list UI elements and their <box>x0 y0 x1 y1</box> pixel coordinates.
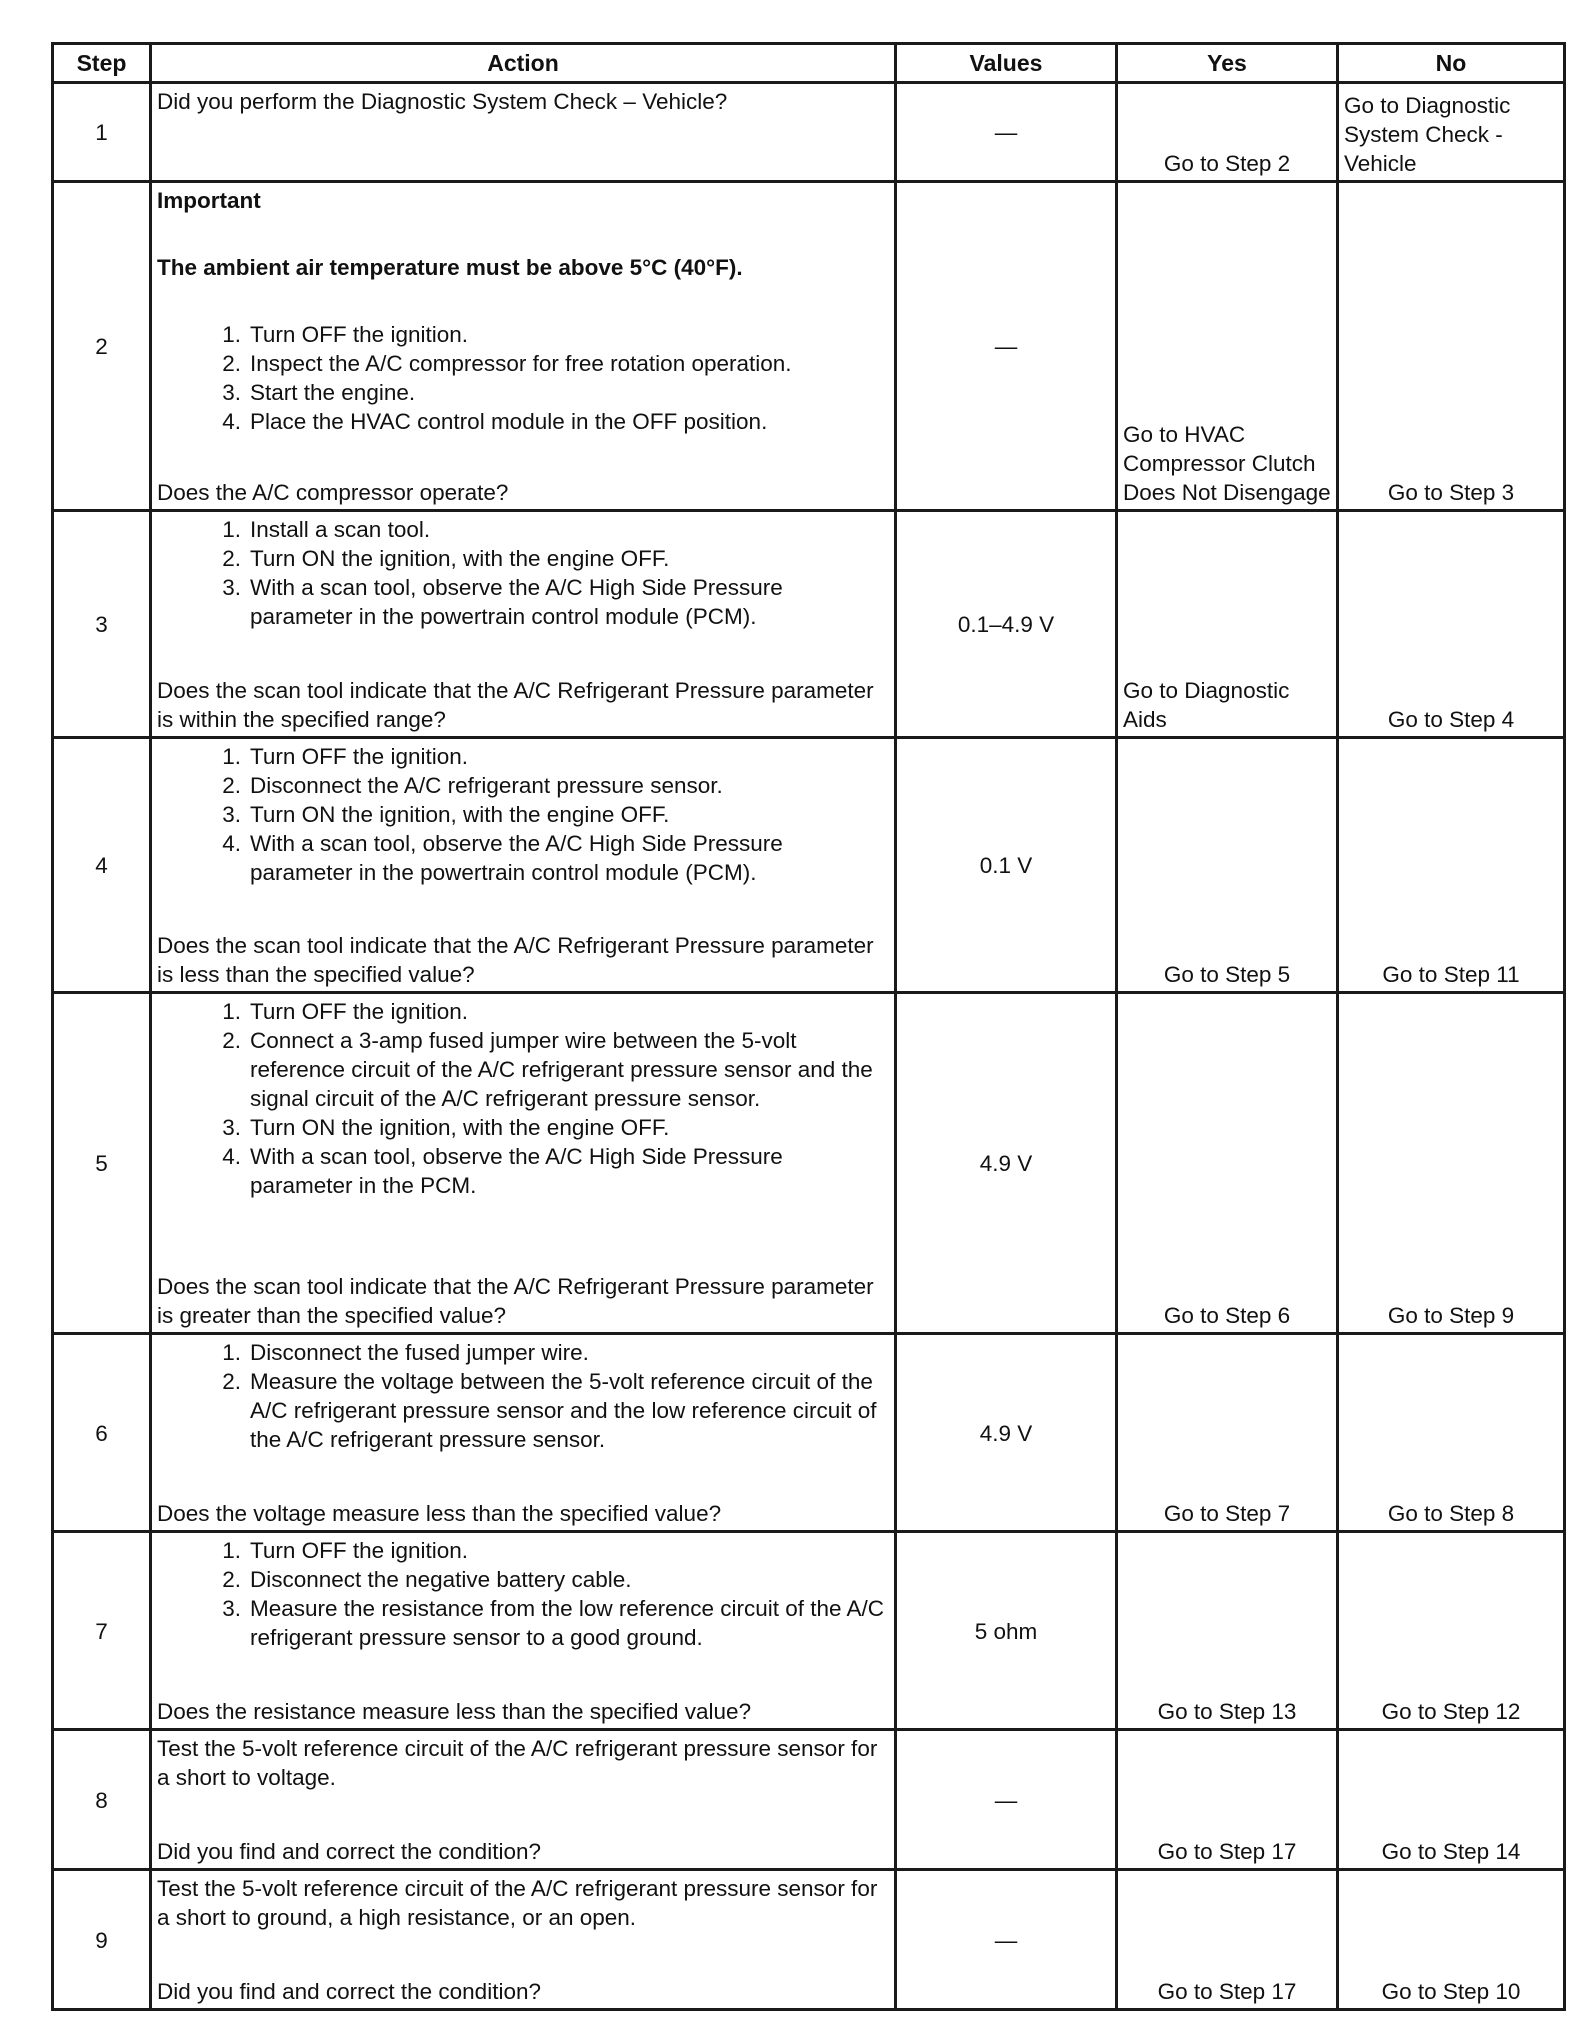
yes-cell: Go to Diagnostic Aids <box>1117 511 1338 738</box>
question-text: Does the scan tool indicate that the A/C Refrigerant Pressure parameter is greater than the specified value? <box>157 1274 874 1328</box>
value-cell: — <box>896 182 1117 511</box>
header-no: No <box>1338 44 1565 83</box>
action-cell <box>151 83 896 182</box>
question-text: Did you find and correct the condition? <box>157 1979 541 2004</box>
list-item: 2. Connect a 3-amp fused jumper wire between the 5-volt reference circuit of the A/C refrigerant pressure sensor and the signal circuit of the A/C refrigerant pressure sensor. <box>222 1028 873 1111</box>
header-step: Step <box>53 44 151 83</box>
question-text: Does the scan tool indicate that the A/C Refrigerant Pressure parameter is less than the specified value? <box>157 933 874 987</box>
instruction-list <box>157 1338 889 1454</box>
step-number: 2 <box>53 182 151 511</box>
no-cell: Go to Diagnostic System Check - Vehicle <box>1338 83 1565 182</box>
table-row <box>53 993 1565 1334</box>
list-item: 2. Inspect the A/C compressor for free rotation operation. <box>222 351 792 376</box>
no-cell: Go to Step 11 <box>1338 738 1565 993</box>
table-row <box>53 83 1565 182</box>
question-text: Did you find and correct the condition? <box>157 1839 541 1864</box>
list-item: 2. Measure the voltage between the 5-volt reference circuit of the A/C refrigerant pressure sensor and the low reference circuit of the A/C refrigerant pressure sensor. <box>222 1369 877 1452</box>
action-cell <box>151 182 896 511</box>
yes-cell: Go to Step 17 <box>1117 1730 1338 1870</box>
list-item: 3. Measure the resistance from the low reference circuit of the A/C refrigerant pressure sensor to a good ground. <box>222 1596 885 1650</box>
list-item: 2. Turn ON the ignition, with the engine OFF. <box>222 546 670 571</box>
value-cell: 4.9 V <box>896 993 1117 1334</box>
important-note: The ambient air temperature must be above 5°C (40°F). <box>157 255 743 280</box>
header-action: Action <box>151 44 896 83</box>
list-item: 2. Disconnect the A/C refrigerant pressure sensor. <box>222 773 723 798</box>
table-row <box>53 1532 1565 1730</box>
table-row <box>53 738 1565 993</box>
instruction-list <box>157 320 889 436</box>
list-item: 1. Turn OFF the ignition. <box>222 1538 469 1563</box>
yes-cell: Go to Step 6 <box>1117 993 1338 1334</box>
step-number: 5 <box>53 993 151 1334</box>
instruction-list <box>157 997 889 1200</box>
step-number: 8 <box>53 1730 151 1870</box>
instruction-list <box>157 1536 889 1652</box>
header-row <box>53 44 1565 83</box>
no-cell: Go to Step 12 <box>1338 1532 1565 1730</box>
yes-cell: Go to Step 5 <box>1117 738 1338 993</box>
action-cell <box>151 738 896 993</box>
action-cell <box>151 993 896 1334</box>
no-cell: Go to Step 4 <box>1338 511 1565 738</box>
question-text: Does the scan tool indicate that the A/C Refrigerant Pressure parameter is within the specified range? <box>157 678 874 732</box>
list-item: 3. Turn ON the ignition, with the engine OFF. <box>222 1115 670 1140</box>
yes-cell: Go to Step 13 <box>1117 1532 1338 1730</box>
no-cell: Go to Step 3 <box>1338 182 1565 511</box>
list-item: 4. Place the HVAC control module in the OFF position. <box>222 409 768 434</box>
table-row <box>53 1334 1565 1532</box>
step-number: 6 <box>53 1334 151 1532</box>
value-cell: 0.1 V <box>896 738 1117 993</box>
value-cell: 0.1–4.9 V <box>896 511 1117 738</box>
action-cell <box>151 1870 896 2010</box>
list-item: 3. Turn ON the ignition, with the engine OFF. <box>222 802 670 827</box>
list-item: 1. Disconnect the fused jumper wire. <box>222 1340 589 1365</box>
no-cell: Go to Step 10 <box>1338 1870 1565 2010</box>
yes-cell: Go to HVAC Compressor Clutch Does Not Disengage <box>1117 182 1338 511</box>
action-cell <box>151 1730 896 1870</box>
question-text: Does the resistance measure less than the specified value? <box>157 1699 752 1724</box>
list-item: 4. With a scan tool, observe the A/C High Side Pressure parameter in the powertrain control module (PCM). <box>222 831 783 885</box>
diagnostic-table <box>51 42 1566 2011</box>
no-cell: Go to Step 8 <box>1338 1334 1565 1532</box>
step-number: 3 <box>53 511 151 738</box>
important-title: Important <box>157 188 261 213</box>
list-item: 1. Turn OFF the ignition. <box>222 322 469 347</box>
value-cell: — <box>896 1730 1117 1870</box>
list-item: 1. Turn OFF the ignition. <box>222 744 469 769</box>
yes-cell: Go to Step 17 <box>1117 1870 1338 2010</box>
list-item: 3. Start the engine. <box>222 380 416 405</box>
action-text: Did you perform the Diagnostic System Check – Vehicle? <box>157 89 728 114</box>
yes-cell: Go to Step 7 <box>1117 1334 1338 1532</box>
table-row <box>53 1870 1565 2010</box>
step-number: 9 <box>53 1870 151 2010</box>
step-number: 1 <box>53 83 151 182</box>
table-row <box>53 1730 1565 1870</box>
action-cell <box>151 1334 896 1532</box>
table-row <box>53 182 1565 511</box>
instruction-list <box>157 515 889 631</box>
list-item: 3. With a scan tool, observe the A/C High Side Pressure parameter in the powertrain control module (PCM). <box>222 575 783 629</box>
action-cell <box>151 1532 896 1730</box>
no-cell: Go to Step 9 <box>1338 993 1565 1334</box>
yes-cell: Go to Step 2 <box>1117 83 1338 182</box>
list-item: 1. Turn OFF the ignition. <box>222 999 469 1024</box>
value-cell: — <box>896 83 1117 182</box>
value-cell: 5 ohm <box>896 1532 1117 1730</box>
header-yes: Yes <box>1117 44 1338 83</box>
instruction-list <box>157 742 889 887</box>
question-text: Does the voltage measure less than the specified value? <box>157 1501 722 1526</box>
table-row <box>53 511 1565 738</box>
list-item: 1. Install a scan tool. <box>222 517 431 542</box>
step-number: 4 <box>53 738 151 993</box>
action-cell <box>151 511 896 738</box>
step-number: 7 <box>53 1532 151 1730</box>
no-cell: Go to Step 14 <box>1338 1730 1565 1870</box>
action-text: Test the 5-volt reference circuit of the A/C refrigerant pressure sensor for a short to ground, a high resistance, or an open. <box>157 1876 878 1930</box>
list-item: 4. With a scan tool, observe the A/C High Side Pressure parameter in the PCM. <box>222 1144 783 1198</box>
header-values: Values <box>896 44 1117 83</box>
list-item: 2. Disconnect the negative battery cable. <box>222 1567 632 1592</box>
value-cell: — <box>896 1870 1117 2010</box>
action-text: Test the 5-volt reference circuit of the A/C refrigerant pressure sensor for a short to voltage. <box>157 1736 878 1790</box>
question-text: Does the A/C compressor operate? <box>157 480 509 505</box>
value-cell: 4.9 V <box>896 1334 1117 1532</box>
